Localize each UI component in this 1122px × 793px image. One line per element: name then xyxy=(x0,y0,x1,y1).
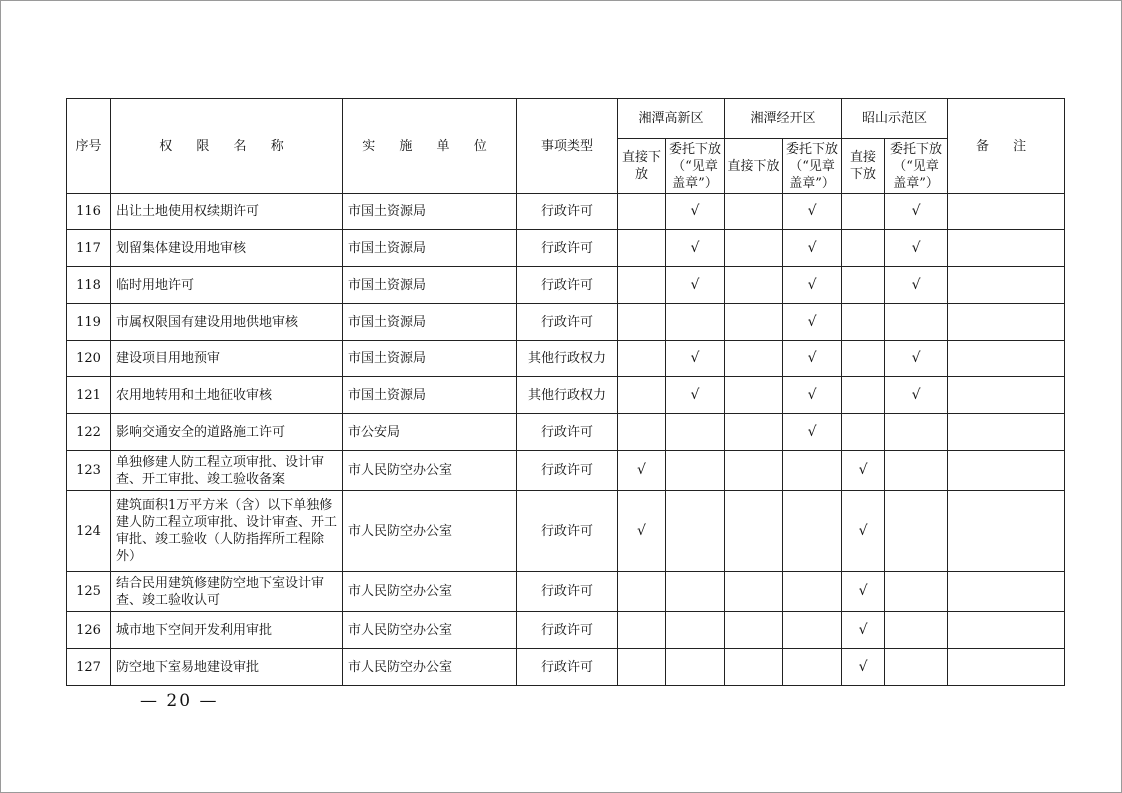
row-seq: 127 xyxy=(67,649,111,686)
table-row xyxy=(67,341,1065,377)
row-mark xyxy=(666,612,725,649)
row-mark: √ xyxy=(842,491,885,572)
row-note xyxy=(948,612,1065,649)
row-unit: 市公安局 xyxy=(343,414,517,451)
row-mark: √ xyxy=(783,341,842,377)
row-mark xyxy=(885,451,948,491)
header-entrust-0: 委托下放（“见章盖章”） xyxy=(666,139,725,194)
row-unit: 市国土资源局 xyxy=(343,194,517,230)
row-mark: √ xyxy=(666,194,725,230)
table-row xyxy=(67,230,1065,267)
row-mark xyxy=(725,230,783,267)
row-mark xyxy=(725,377,783,414)
row-mark xyxy=(666,491,725,572)
row-mark xyxy=(783,491,842,572)
row-mark xyxy=(725,341,783,377)
row-mark: √ xyxy=(666,377,725,414)
row-name: 结合民用建筑修建防空地下室设计审查、竣工验收认可 xyxy=(111,572,343,612)
row-note xyxy=(948,341,1065,377)
row-mark: √ xyxy=(666,267,725,304)
row-name: 农用地转用和土地征收审核 xyxy=(111,377,343,414)
row-seq: 121 xyxy=(67,377,111,414)
row-mark xyxy=(618,194,666,230)
row-type: 行政许可 xyxy=(517,451,618,491)
row-seq: 117 xyxy=(67,230,111,267)
row-mark xyxy=(842,414,885,451)
row-type: 行政许可 xyxy=(517,414,618,451)
row-type: 行政许可 xyxy=(517,230,618,267)
row-mark: √ xyxy=(885,194,948,230)
row-name: 临时用地许可 xyxy=(111,267,343,304)
row-name: 防空地下室易地建设审批 xyxy=(111,649,343,686)
row-name: 单独修建人防工程立项审批、设计审查、开工审批、竣工验收备案 xyxy=(111,451,343,491)
row-type: 行政许可 xyxy=(517,267,618,304)
row-mark xyxy=(666,572,725,612)
table-row xyxy=(67,414,1065,451)
row-seq: 122 xyxy=(67,414,111,451)
row-mark xyxy=(885,304,948,341)
header-name: 权 限 名 称 xyxy=(111,99,343,194)
row-mark: √ xyxy=(666,341,725,377)
row-mark xyxy=(725,649,783,686)
table-row xyxy=(67,451,1065,491)
header-type: 事项类型 xyxy=(517,99,618,194)
row-mark xyxy=(725,612,783,649)
header-seq: 序号 xyxy=(67,99,111,194)
row-mark xyxy=(618,572,666,612)
table-row xyxy=(67,267,1065,304)
row-mark xyxy=(842,377,885,414)
row-mark xyxy=(725,572,783,612)
header-district-2: 昭山示范区 xyxy=(842,99,948,139)
page-number: — 20 — xyxy=(140,691,219,711)
table-row xyxy=(67,572,1065,612)
row-unit: 市人民防空办公室 xyxy=(343,491,517,572)
row-mark xyxy=(842,341,885,377)
row-mark xyxy=(842,230,885,267)
row-seq: 124 xyxy=(67,491,111,572)
header-notes: 备 注 xyxy=(948,99,1065,194)
row-unit: 市人民防空办公室 xyxy=(343,649,517,686)
row-mark xyxy=(618,267,666,304)
row-type: 行政许可 xyxy=(517,304,618,341)
row-mark xyxy=(885,572,948,612)
row-mark xyxy=(842,304,885,341)
row-mark: √ xyxy=(783,304,842,341)
header-district-0: 湘潭高新区 xyxy=(618,99,725,139)
row-mark xyxy=(666,649,725,686)
row-mark: √ xyxy=(885,267,948,304)
row-mark xyxy=(783,451,842,491)
row-seq: 120 xyxy=(67,341,111,377)
row-note xyxy=(948,194,1065,230)
row-mark xyxy=(666,451,725,491)
row-mark: √ xyxy=(618,491,666,572)
row-seq: 116 xyxy=(67,194,111,230)
row-unit: 市国土资源局 xyxy=(343,230,517,267)
permissions-table xyxy=(66,98,1065,686)
row-mark: √ xyxy=(885,341,948,377)
row-mark xyxy=(885,612,948,649)
table-header xyxy=(67,99,1065,194)
header-district-1: 湘潭经开区 xyxy=(725,99,842,139)
row-mark: √ xyxy=(842,451,885,491)
row-mark: √ xyxy=(666,230,725,267)
row-mark xyxy=(842,267,885,304)
row-mark: √ xyxy=(783,267,842,304)
row-mark xyxy=(725,414,783,451)
row-unit: 市国土资源局 xyxy=(343,267,517,304)
header-unit: 实 施 单 位 xyxy=(343,99,517,194)
row-type: 行政许可 xyxy=(517,649,618,686)
header-direct-1: 直接下放 xyxy=(725,139,783,194)
row-seq: 118 xyxy=(67,267,111,304)
row-mark xyxy=(725,491,783,572)
row-mark xyxy=(666,304,725,341)
row-mark xyxy=(725,451,783,491)
table-body xyxy=(67,194,1065,686)
row-mark xyxy=(783,612,842,649)
row-name: 划留集体建设用地审核 xyxy=(111,230,343,267)
row-mark xyxy=(783,649,842,686)
row-mark xyxy=(885,414,948,451)
row-type: 行政许可 xyxy=(517,491,618,572)
row-mark xyxy=(618,377,666,414)
row-note xyxy=(948,491,1065,572)
row-seq: 125 xyxy=(67,572,111,612)
row-mark xyxy=(618,649,666,686)
row-mark xyxy=(618,414,666,451)
row-type: 行政许可 xyxy=(517,194,618,230)
row-type: 其他行政权力 xyxy=(517,377,618,414)
row-mark: √ xyxy=(885,377,948,414)
row-unit: 市人民防空办公室 xyxy=(343,572,517,612)
header-direct-0: 直接下放 xyxy=(618,139,666,194)
row-note xyxy=(948,304,1065,341)
table-row xyxy=(67,304,1065,341)
row-unit: 市国土资源局 xyxy=(343,304,517,341)
row-mark: √ xyxy=(783,414,842,451)
table-row xyxy=(67,612,1065,649)
table-row xyxy=(67,649,1065,686)
row-mark xyxy=(725,267,783,304)
row-note xyxy=(948,572,1065,612)
row-mark: √ xyxy=(783,377,842,414)
header-entrust-1: 委托下放（“见章盖章”） xyxy=(783,139,842,194)
row-type: 行政许可 xyxy=(517,572,618,612)
row-type: 其他行政权力 xyxy=(517,341,618,377)
row-mark xyxy=(725,194,783,230)
row-mark xyxy=(783,572,842,612)
row-mark: √ xyxy=(885,230,948,267)
row-note xyxy=(948,230,1065,267)
table-row xyxy=(67,377,1065,414)
row-mark xyxy=(725,304,783,341)
row-type: 行政许可 xyxy=(517,612,618,649)
row-seq: 126 xyxy=(67,612,111,649)
header-direct-2: 直接下放 xyxy=(842,139,885,194)
row-note xyxy=(948,377,1065,414)
row-mark xyxy=(618,304,666,341)
row-seq: 123 xyxy=(67,451,111,491)
row-note xyxy=(948,451,1065,491)
row-note xyxy=(948,414,1065,451)
row-name: 影响交通安全的道路施工许可 xyxy=(111,414,343,451)
row-mark: √ xyxy=(842,612,885,649)
row-note xyxy=(948,267,1065,304)
row-name: 市属权限国有建设用地供地审核 xyxy=(111,304,343,341)
row-unit: 市人民防空办公室 xyxy=(343,451,517,491)
row-mark xyxy=(666,414,725,451)
row-mark xyxy=(618,230,666,267)
row-seq: 119 xyxy=(67,304,111,341)
row-mark xyxy=(885,649,948,686)
table-row xyxy=(67,194,1065,230)
header-entrust-2: 委托下放（“见章盖章”） xyxy=(885,139,948,194)
row-mark: √ xyxy=(783,230,842,267)
row-name: 建设项目用地预审 xyxy=(111,341,343,377)
row-unit: 市国土资源局 xyxy=(343,377,517,414)
row-mark: √ xyxy=(842,649,885,686)
row-name: 建筑面积1万平方米（含）以下单独修建人防工程立项审批、设计审查、开工审批、竣工验收（人防指挥所工程除外） xyxy=(111,491,343,572)
row-mark: √ xyxy=(783,194,842,230)
row-mark xyxy=(618,341,666,377)
row-note xyxy=(948,649,1065,686)
row-mark xyxy=(885,491,948,572)
row-mark: √ xyxy=(618,451,666,491)
row-mark xyxy=(842,194,885,230)
row-mark xyxy=(618,612,666,649)
row-unit: 市国土资源局 xyxy=(343,341,517,377)
row-name: 城市地下空间开发利用审批 xyxy=(111,612,343,649)
row-name: 出让土地使用权续期许可 xyxy=(111,194,343,230)
row-unit: 市人民防空办公室 xyxy=(343,612,517,649)
row-mark: √ xyxy=(842,572,885,612)
table-row xyxy=(67,491,1065,572)
